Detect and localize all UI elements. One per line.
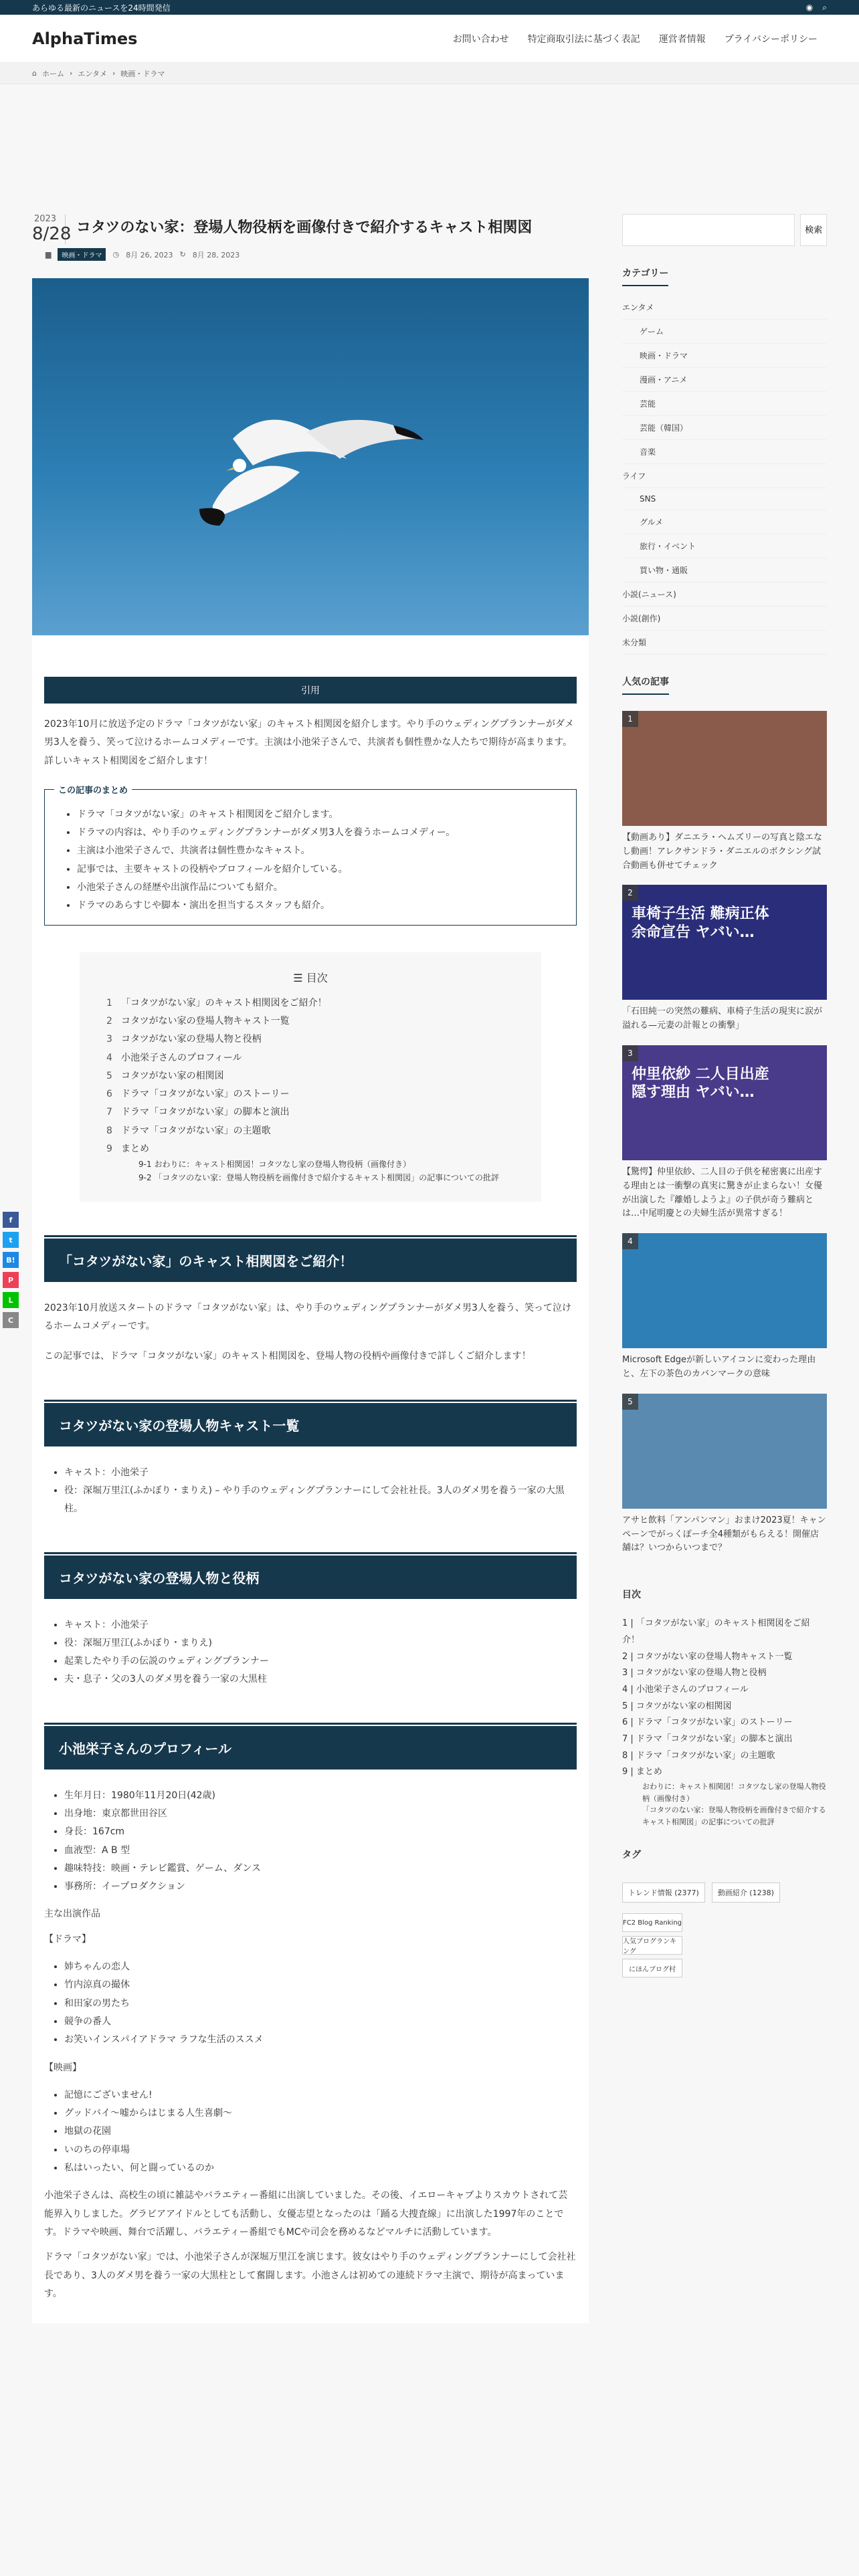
list-item: • 起業したやり手の伝説のウェディングプランナー <box>64 1652 577 1671</box>
popular-item[interactable] <box>622 711 827 873</box>
sidebar-toc-item[interactable]: 7 | ドラマ「コタツがない家」の脚本と演出 <box>622 1733 793 1744</box>
list-item: • 小池栄子さんの経歴や出演作品についても紹介。 <box>77 879 564 897</box>
thumbnail-overlay-text: 車椅子生活 難病正体 余命宣告 ヤバい… <box>632 905 769 941</box>
popular-thumbnail[interactable] <box>622 1233 827 1348</box>
sidebar-toc-item[interactable]: 5 | コタツがない家の相関図 <box>622 1701 732 1711</box>
category-list <box>622 296 827 655</box>
popular-heading: 人気の記事 <box>622 675 669 695</box>
search-input[interactable] <box>622 214 795 246</box>
list-item: • 血液型：A B 型 <box>64 1842 577 1860</box>
facebook-icon[interactable]: f <box>3 1212 19 1228</box>
sidebar-toc-item[interactable]: 3 | コタツがない家の登場人物と役柄 <box>622 1668 767 1679</box>
category-item[interactable]: 芸能 <box>622 392 827 416</box>
popular-item[interactable] <box>622 1045 827 1221</box>
post-meta: ▆ 映画・ドラマ ◷ 8月 26, 2023 ↻ 8月 28, 2023 <box>32 248 589 261</box>
section-heading: 「コタツがない家」のキャスト相関図をご紹介！ <box>44 1235 577 1283</box>
category-item[interactable]: 小説(創作) <box>622 607 827 631</box>
popular-item[interactable] <box>622 1394 827 1555</box>
list-item: • 役：深堀万里江(ふかぼり・まりえ) – やり手のウェディングプランナーにして会社社長。3人のダメ男を養う一家の大黒柱。 <box>64 1482 577 1519</box>
blogmura-banner[interactable]: にほんブログ村 <box>622 1959 682 1977</box>
toc-heading: 目次 <box>622 1590 641 1601</box>
category-item[interactable]: 芸能（韓国） <box>622 416 827 440</box>
toc-item[interactable]: 1 「コタツがない家」のキャスト相関図をご紹介！ <box>106 997 327 1008</box>
list-item: • 和田家の男たち <box>64 1995 577 2013</box>
popular-item[interactable] <box>622 885 827 1033</box>
intro-text: 2023年10月に放送予定のドラマ「コタツがない家」のキャスト相関図を紹介します。やり手のウェディングプランナーがダメ男3人を養う、笑って泣けるホームコメディーです。主演は小池栄子さんで、共演者も個性豊かな人たちで期待が高まります。詳しいキャスト相関図をご紹介します！ <box>44 719 574 766</box>
list-item: • キャスト：小池栄子 <box>64 1464 577 1482</box>
rank-badge: 3 <box>622 1045 638 1061</box>
sidebar <box>622 191 827 1977</box>
list-item: • ドラマの内容は、やり手のウェディングプランナーがダメ男3人を養うホームコメディー。 <box>77 824 564 842</box>
list-item: • 姉ちゃんの恋人 <box>64 1958 577 1976</box>
category-heading: カテゴリー <box>622 266 668 286</box>
seagull-image <box>32 278 589 635</box>
post-date: 2023 8/28 <box>32 214 72 244</box>
popular-thumbnail[interactable] <box>622 885 827 1000</box>
category-item[interactable]: 旅行・イベント <box>622 534 827 558</box>
site-header <box>0 15 859 63</box>
popular-caption: 【動画あり】ダニエラ・ヘムズリーの写真と陰エなし動画！アレクサンドラ・ダニエルのボクシング試合動画も併せてチェック <box>622 833 823 871</box>
list-item: • 事務所：イープロダクション <box>64 1878 577 1896</box>
category-item[interactable]: ライフ <box>622 464 827 488</box>
tag-video[interactable]: 動画紹介 (1238) <box>712 1883 780 1903</box>
main-content <box>32 191 589 2323</box>
list-item: • 競争の番人 <box>64 2013 577 2031</box>
sidebar-toc-item[interactable]: 4 | 小池栄子さんのプロフィール <box>622 1684 749 1695</box>
sidebar-toc-item[interactable]: 6 | ドラマ「コタツがない家」のストーリー <box>622 1717 793 1728</box>
list-icon: ☰ <box>293 971 303 984</box>
section-heading: 小池栄子さんのプロフィール <box>44 1723 577 1771</box>
thumbnail-overlay-text: 仲里依紗 二人目出産 隠す理由 ヤバい… <box>632 1065 769 1101</box>
article-body: 引用 2023年10月に放送予定のドラマ「コタツがない家」のキャスト相関図を紹介します。やり手のウェディングプランナーがダメ男3人を養う、笑って泣けるホームコメディーです。主演は小池栄子さんで、共演者も個性豊かな人たちで期待が高まります。詳しいキャスト相関図をご紹介します！ この記事のまとめ • ドラマ「コタツがない家」のキャスト相関図をご紹介します。 • ドラマの内容は、やり手のウェディングプランナーがダメ男3人を養うホームコメディー。 • 主演は小池栄子さんで、共演者は個性豊かなキャスト。 • 記事では、主要キャストの役柄やプロフィールを紹介している。 • 小池栄子さんの経歴や出演作品についても紹介。 • ドラマのあらすじや脚本・演出を担当するスタッフも紹介。 ☰ 目次 1 「コタツがない家」のキャスト相関図をご紹介！ 2 コタツがない家の登場人物キャスト一覧 3 コタツがない家の登場人物と役柄 4 小池栄子さんのプロフィール 5 コタツがない家の相関図 6 ドラマ「コタツがない家」のストーリー 7 ドラマ「コタツがない家」の脚本と演出 8 ドラマ「コタツがない家」の主題歌 9 まとめ 9-1 おわりに：キャスト相関図！コタツなし家の登場人物役柄（画像付き） 9-2 「コタツのない家：登場人物役柄を画像付きで紹介するキャスト相関図」の記事についての批評 「コタツがない家」のキャスト相関図をご紹介！ 2023年10月放送スタートのドラマ「コタツがない家」は、やり手のウェディングプランナーがダメ男3人を養う、笑って泣けるホームコメディーです。 この記事では、ドラマ「コタツがない家」のキャスト相関図を、登場人物の役柄や画像付きで詳しくご紹介します！ コタツがない家の登場人物キャスト一覧 • キャスト：小池栄子 • 役：深堀万里江(ふかぼり・まりえ) – やり手のウェディングプランナーにして会社社長。3人のダメ男を養う一家の大黒柱。 コタツがない家の登場人物と役柄 • キャスト：小池栄子 • 役：深堀万里江(ふかぼり・まりえ) • 起業したやり手の伝説のウェディングプランナー • 夫・息子・父の3人のダメ男を養う一家の大黒柱 小池栄子さんのプロフィール • 生年月日：1980年11月20日(42歳) • 出身地：東京都世田谷区 • 身長：167cm • 血液型：A B 型 • 趣味特技：映画・テレビ鑑賞、ゲーム、ダンス • 事務所：イープロダクション 主な出演作品 【ドラマ】 • 姉ちゃんの恋人 • 竹内涼真の撮休 • 和田家の男たち • 競争の番人 • お笑いインスパイアドラマ ラフな生活のススメ 【映画】 • 記憶にございません! • グッドバイ〜嘘からはじまる人生喜劇〜 • 地獄の花園 • いのちの停車場 • 私はいったい、何と闘っているのか 小池栄子さんは、高校生の頃に雑誌やバラエティー番組に出演していました。その後、イエローキャブよりスカウトされて芸能界入りしました。グラビアアイドルとしても活動し、女優志望となったのは「踊る大捜査線」に出演した1997年のことです。ドラマや映画、舞台で活躍し、バラエティー番組でもMCや司会を務めるなどマルチに活動しています。 ドラマ「コタツがない家」では、小池栄子さんが深堀万里江を演じます。彼女はやり手のウェディングプランナーにして会社社長であり、3人のダメ男を養う一家の大黒柱として奮闘します。小池さんは初めての連続ドラマ主演で、期待が高まっています。 <box>32 635 589 2323</box>
list-item: • 趣味特技：映画・テレビ鑑賞、ゲーム、ダンス <box>64 1860 577 1878</box>
nav-tokusho[interactable]: 特定商取引法に基づく表記 <box>527 33 640 45</box>
nav-contact[interactable]: お問い合わせ <box>452 33 509 45</box>
popular-item[interactable] <box>622 1233 827 1382</box>
list-item: • ドラマのあらすじや脚本・演出を担当するスタッフも紹介。 <box>77 897 564 915</box>
popular-caption: 【驚愕】仲里依紗、二人目の子供を秘密裏に出産する理由とは一衝撃の真実に驚きが止まらない！女優が出演した『離婚しようよ』の子供が奇う難病とは…中尾明慶との夫婦生活が異常すぎる！ <box>622 1166 823 1219</box>
page-title: コタツのない家：登場人物役柄を画像付きで紹介するキャスト相関図 <box>76 219 533 236</box>
search-icon[interactable]: ⌕ <box>822 2 827 12</box>
category-item[interactable]: 音楽 <box>622 440 827 464</box>
copy-icon[interactable]: C <box>3 1312 19 1328</box>
tag-trend[interactable]: トレンド情報 (2377) <box>622 1883 705 1903</box>
crumb-home[interactable]: ホーム <box>41 69 64 78</box>
category-item[interactable]: 買い物・通販 <box>622 558 827 582</box>
list-item: • 私はいったい、何と闘っているのか <box>64 2159 577 2177</box>
sidebar-toc-item[interactable]: 2 | コタツがない家の登場人物キャスト一覧 <box>622 1651 793 1662</box>
rss-icon[interactable]: ◉ <box>805 2 814 12</box>
category-item[interactable]: 小説(ニュース) <box>622 582 827 607</box>
twitter-icon[interactable]: t <box>3 1232 19 1248</box>
table-of-contents: ☰ 目次 1 「コタツがない家」のキャスト相関図をご紹介！ 2 コタツがない家の登場人物キャスト一覧 3 コタツがない家の登場人物と役柄 4 小池栄子さんのプロフィール 5 コタツがない家の相関図 6 ドラマ「コタツがない家」のストーリー 7 ドラマ「コタツがない家」の脚本と演出 8 ドラマ「コタツがない家」の主題歌 9 まとめ 9-1 おわりに：キャスト相関図！コタツなし家の登場人物役柄（画像付き） 9-2 「コタツのない家：登場人物役柄を画像付きで紹介するキャスト相関図」の記事についての批評 <box>80 952 541 1202</box>
toc-item[interactable]: 5 コタツがない家の相関図 <box>106 1070 224 1081</box>
list-item: • 生年月日：1980年11月20日(42歳) <box>64 1787 577 1805</box>
list-item: • いのちの停車場 <box>64 2141 577 2159</box>
list-item: • 記憶にございません! <box>64 2086 577 2105</box>
sidebar-toc-subitem[interactable]: 「コタツのない家：登場人物役柄を画像付きで紹介するキャスト相関図」の記事についての批評 <box>642 1806 826 1826</box>
pocket-icon[interactable]: P <box>3 1272 19 1288</box>
refresh-icon: ↻ <box>179 250 186 259</box>
category-item[interactable]: 未分類 <box>622 631 827 655</box>
category-badge[interactable]: 映画・ドラマ <box>58 248 106 261</box>
eyecatch-image <box>32 278 589 635</box>
folder-icon: ▆ <box>45 250 52 259</box>
rank-badge: 4 <box>622 1233 638 1249</box>
tagline: あらゆる最新のニュースを24時間発信 <box>32 3 171 13</box>
toc-item[interactable]: 2 コタツがない家の登場人物キャスト一覧 <box>106 1015 290 1027</box>
list-item: • 身長：167cm <box>64 1823 577 1841</box>
nav-privacy[interactable]: プライバシーポリシー <box>724 33 818 45</box>
site-logo[interactable]: AlphaTimes <box>32 29 138 48</box>
list-item: • ドラマ「コタツがない家」のキャスト相関図をご紹介します。 <box>77 806 564 824</box>
rank-badge: 5 <box>622 1394 638 1410</box>
list-item: • 出身地：東京都世田谷区 <box>64 1805 577 1823</box>
category-item[interactable]: ゲーム <box>622 320 827 344</box>
clock-icon: ◷ <box>112 250 120 259</box>
toc-subitem[interactable]: 9-2 「コタツのない家：登場人物役柄を画像付きで紹介するキャスト相関図」の記事についての批評 <box>138 1172 499 1182</box>
tag-heading: タグ <box>622 1850 641 1861</box>
list-item: • キャスト：小池栄子 <box>64 1616 577 1634</box>
hatena-icon[interactable]: B! <box>3 1252 19 1268</box>
list-item: • 夫・息子・父の3人のダメ男を養う一家の大黒柱 <box>64 1671 577 1689</box>
list-item: • 地獄の花園 <box>64 2123 577 2141</box>
category-item[interactable]: 漫画・アニメ <box>622 368 827 392</box>
share-buttons <box>3 1212 19 1328</box>
toc-item[interactable]: 6 ドラマ「コタツがない家」のストーリー <box>106 1089 290 1100</box>
popular-caption: Microsoft Edgeが新しいアイコンに変わった理由と、左下の茶色のカバンマークの意味 <box>622 1355 816 1379</box>
toc-item[interactable]: 8 ドラマ「コタツがない家」の主題歌 <box>106 1125 271 1136</box>
search-widget <box>622 214 827 246</box>
line-icon[interactable]: L <box>3 1292 19 1308</box>
list-item: • グッドバイ〜嘘からはじまる人生喜劇〜 <box>64 2105 577 2123</box>
popular-thumbnail[interactable] <box>622 1045 827 1160</box>
crumb-drama[interactable]: 映画・ドラマ <box>120 69 165 78</box>
list-item: • 記事では、主要キャストの役柄やプロフィールを紹介している。 <box>77 861 564 879</box>
toc-subitem[interactable]: 9-1 おわりに：キャスト相関図！コタツなし家の登場人物役柄（画像付き） <box>138 1160 411 1170</box>
popular-caption: アサヒ飲料「アンパンマン」おまけ2023夏！キャンペーンでがっくぽーチ全4種類がもらえる！開催店舗は？いつからいつまで？ <box>622 1515 826 1553</box>
popular-list <box>622 711 827 1555</box>
popular-thumbnail[interactable] <box>622 711 827 826</box>
list-item: • 役：深堀万里江(ふかぼり・まりえ) <box>64 1634 577 1652</box>
rank-badge: 2 <box>622 885 638 901</box>
summary-box: この記事のまとめ • ドラマ「コタツがない家」のキャスト相関図をご紹介します。 • ドラマの内容は、やり手のウェディングプランナーがダメ男3人を養うホームコメディー。 • 主演は小池栄子さんで、共演者は個性豊かなキャスト。 • 記事では、主要キャストの役柄やプロフィールを紹介している。 • 小池栄子さんの経歴や出演作品についても紹介。 • ドラマのあらすじや脚本・演出を担当するスタッフも紹介。 <box>44 789 577 926</box>
popular-caption: 「石田純一の突然の難病、車椅子生活の現実に涙が溢れる—元妻の計報との衝撃」 <box>622 1006 823 1031</box>
category-item[interactable]: SNS <box>622 488 827 510</box>
list-item: • 主演は小池栄子さんで、共演者は個性豊かなキャスト。 <box>77 842 564 860</box>
fc2-banner[interactable]: FC2 Blog Ranking <box>622 1913 682 1932</box>
sidebar-toc-item[interactable]: 9 | まとめ <box>622 1767 662 1778</box>
sidebar-toc <box>622 1616 827 1828</box>
sidebar-toc-item[interactable]: 1 | 「コタツがない家」のキャスト相関図をご紹介！ <box>622 1618 810 1645</box>
category-item[interactable]: グルメ <box>622 510 827 534</box>
breadcrumb: ⌂ ホーム › エンタメ › 映画・ドラマ <box>0 63 859 84</box>
sidebar-toc-subitem[interactable]: おわりに：キャスト相関図！コタツなし家の登場人物役柄（画像付き） <box>642 1782 826 1803</box>
toc-item[interactable]: 9 まとめ <box>106 1144 149 1155</box>
list-item: • 竹内涼真の撮休 <box>64 1976 577 1994</box>
top-bar <box>0 0 859 15</box>
crumb-entame[interactable]: エンタメ <box>78 69 107 78</box>
toc-item[interactable]: 4 小池栄子さんのプロフィール <box>106 1052 242 1063</box>
home-icon: ⌂ <box>32 69 37 78</box>
search-button[interactable]: 検索 <box>800 214 827 246</box>
quote-header: 引用 <box>44 677 577 704</box>
nav-operator[interactable]: 運営者情報 <box>658 33 706 45</box>
toc-item[interactable]: 7 ドラマ「コタツがない家」の脚本と演出 <box>106 1107 290 1118</box>
global-nav <box>444 32 827 45</box>
section-heading: コタツがない家の登場人物キャスト一覧 <box>44 1400 577 1448</box>
category-item[interactable]: 映画・ドラマ <box>622 344 827 368</box>
rank-badge: 1 <box>622 711 638 727</box>
category-item[interactable]: エンタメ <box>622 296 827 320</box>
section-heading: コタツがない家の登場人物と役柄 <box>44 1552 577 1600</box>
sidebar-toc-item[interactable]: 8 | ドラマ「コタツがない家」の主題歌 <box>622 1750 775 1761</box>
list-item: • お笑いインスパイアドラマ ラフな生活のススメ <box>64 2031 577 2049</box>
blog-ranking-banner[interactable]: 人気ブログランキング <box>622 1936 682 1955</box>
popular-thumbnail[interactable] <box>622 1394 827 1509</box>
toc-item[interactable]: 3 コタツがない家の登場人物と役柄 <box>106 1034 262 1045</box>
